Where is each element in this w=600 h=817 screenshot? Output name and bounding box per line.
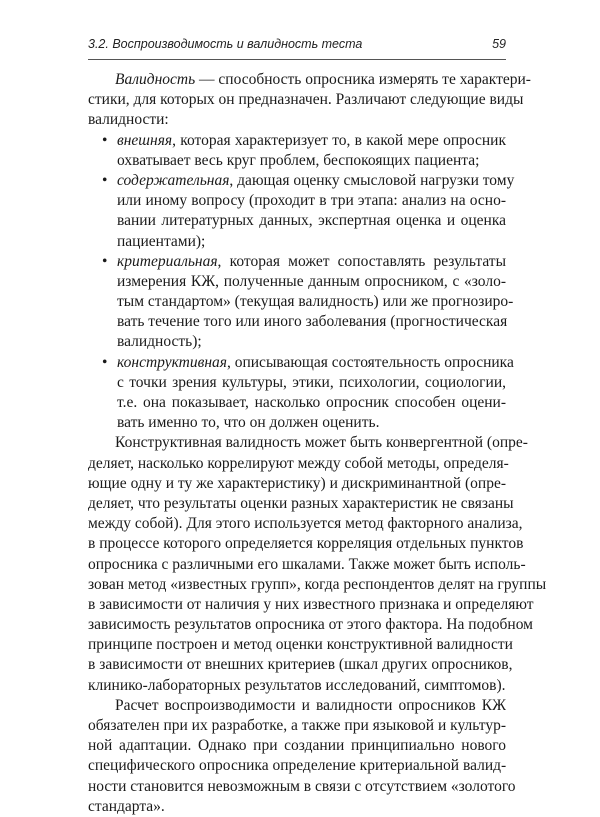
paragraph-line: принципе построен и метод оценки конструктивной валидности — [88, 636, 513, 654]
paragraph-line: ющие одну и ту же характеристику) и дискриминантной (опре- — [88, 474, 506, 492]
paragraph-line: специфического опросника определение критериальной валид- — [88, 757, 507, 775]
bullet-icon: • — [102, 131, 108, 149]
paragraph-line: зован метод «известных групп», когда респондентов делят на группы — [88, 575, 547, 593]
paragraph-line: ности становится невозможным в связи с отсутствием «золотого — [88, 777, 516, 795]
bullet-line: вать течение того или иного заболевания (прогностическая — [117, 313, 508, 331]
bullet-item-external: • внешняя, которая характеризует то, в какой мере опросник — [88, 131, 506, 151]
bullet-item-criterion: • критериальная, которая может сопоставлять результаты — [88, 252, 506, 272]
paragraph-line: ной адаптации. Однако при создании принципиально нового — [88, 737, 506, 755]
bullet-item-content: • содержательная, дающая оценку смысловой нагрузки тому — [88, 171, 506, 191]
paragraph-line: в процессе которого определяется корреляция отдельных пунктов — [88, 535, 524, 553]
bullet-line: с точки зрения культуры, этики, психологии, социологии, — [117, 373, 506, 391]
bullet-item-construct: • конструктивная, описывающая состоятельность опросника — [88, 353, 506, 373]
intro-line: стики, для которых он предназначен. Различают следующие виды — [88, 91, 524, 109]
bullet-term: конструктивная — [117, 353, 227, 371]
paragraph-line: опросника с различными его шкалами. Также может быть исполь- — [88, 555, 526, 573]
bullet-term: внешняя — [117, 131, 173, 149]
paragraph-line: Расчет воспроизводимости и валидности опросников КЖ — [115, 696, 506, 714]
bullet-line: охватывает весь круг проблем, беспокоящих пациента; — [117, 151, 480, 169]
paragraph-line: клинико-лабораторных результатов исследований, симптомов). — [88, 676, 506, 694]
bullet-line: вать именно то, что он должен оценить. — [117, 414, 380, 432]
page-number: 59 — [492, 37, 506, 51]
bullet-line: пациентами); — [117, 232, 206, 250]
bullet-term: критериальная — [117, 252, 218, 270]
bullet-line: вании литературных данных, экспертная оценка и оценка — [117, 212, 506, 230]
paragraph-line: в зависимости от наличия у них известного признака и определяют — [88, 595, 534, 613]
bullet-icon: • — [102, 353, 108, 371]
bullet-term: содержательная — [117, 171, 230, 189]
bullet-icon: • — [102, 252, 108, 270]
page-body — [88, 70, 547, 817]
bullet-line: измерения КЖ, полученные данным опросником, с «золо- — [117, 272, 506, 290]
intro-line: валидности: — [88, 111, 169, 129]
paragraph-line: обязателен при их разработке, а также при языковой и культур- — [88, 717, 506, 734]
bullet-line: тым стандартом» (текущая валидность) или же прогнозиро- — [117, 293, 514, 311]
intro-term: Валидность — [115, 71, 196, 88]
paragraph-line: деляет, что результаты оценки разных характеристик не связаны — [88, 494, 514, 512]
paragraph-line: зависимость результатов опросника от этого фактора. На подобном — [88, 616, 533, 634]
intro-line: Валидность — способность опросника измерять те характери- — [115, 71, 531, 88]
header-rule — [88, 59, 506, 60]
paragraph-line: Конструктивная валидность может быть конвергентной (опре- — [115, 434, 528, 452]
bullet-line: или иному вопросу (проходит в три этапа: анализ на осно- — [117, 192, 506, 210]
paragraph-line: между собой). Для этого используется метод факторного анализа, — [88, 515, 523, 533]
paragraph-line: в зависимости от внешних критериев (шкал других опросников, — [88, 656, 513, 674]
bullet-line: т.е. она показывает, насколько опросник способен оцени- — [117, 394, 506, 411]
running-header-title: 3.2. Воспроизводимость и валидность теста — [88, 37, 363, 51]
bullet-icon: • — [102, 171, 108, 189]
bullet-line: валидность); — [117, 333, 202, 351]
paragraph-line: деляет, насколько коррелируют между собой методы, определя- — [88, 454, 509, 472]
paragraph-line: стандарта». — [88, 797, 165, 815]
